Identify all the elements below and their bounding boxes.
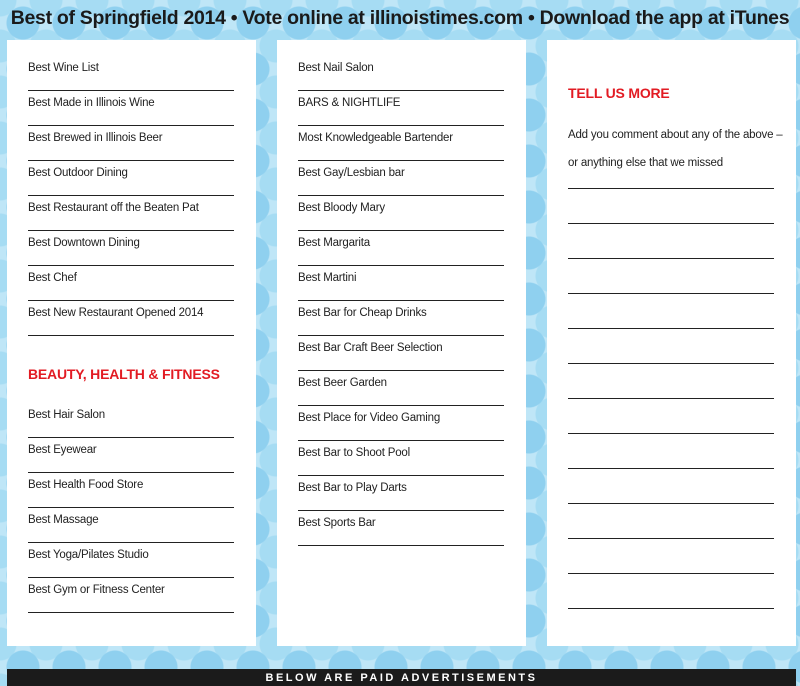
ballot-label: Best Bar to Shoot Pool [298, 447, 410, 459]
ballot-field[interactable] [28, 132, 234, 161]
ballot-field[interactable] [298, 62, 504, 91]
ballot-label: Best Sports Bar [298, 517, 376, 529]
comment-instructions-line2: or anything else that we missed [568, 157, 723, 169]
ballot-field[interactable] [298, 447, 504, 476]
ballot-label: Best Health Food Store [28, 479, 144, 491]
ballot-label: Best Bar for Cheap Drinks [298, 307, 427, 319]
ballot-field[interactable] [28, 62, 234, 91]
ballot-label: Best Bar Craft Beer Selection [298, 342, 443, 354]
ballot-field[interactable] [298, 342, 504, 371]
ballot-column-dining [7, 40, 256, 646]
comment-line[interactable] [568, 433, 774, 434]
ballot-label: BARS & NIGHTLIFE [298, 97, 401, 109]
comment-instructions-line1: Add you comment about any of the above – [568, 129, 783, 141]
comment-column [547, 40, 796, 646]
paid-ads-text: BELOW ARE PAID ADVERTISEMENTS [265, 671, 538, 684]
comment-line[interactable] [568, 363, 774, 364]
ballot-label: Most Knowledgeable Bartender [298, 132, 453, 144]
ballot-field[interactable] [298, 377, 504, 406]
paid-ads-banner [7, 669, 796, 686]
section-title-beauty: BEAUTY, HEALTH & FITNESS [28, 366, 220, 382]
ballot-field[interactable] [28, 479, 234, 508]
ballot-label: Best Bar to Play Darts [298, 482, 407, 494]
ballot-label: Best Hair Salon [28, 409, 105, 421]
ballot-label: Best Margarita [298, 237, 370, 249]
ballot-field[interactable] [298, 412, 504, 441]
page-header [0, 0, 800, 36]
ballot-field[interactable] [298, 482, 504, 511]
ballot-label: Best Made in Illinois Wine [28, 97, 155, 109]
ballot-label: Best Eyewear [28, 444, 97, 456]
ballot-field[interactable] [28, 514, 234, 543]
ballot-field[interactable] [298, 97, 504, 126]
ballot-label: Best New Restaurant Opened 2014 [28, 307, 204, 319]
ballot-field[interactable] [28, 549, 234, 578]
ballot-field[interactable] [298, 132, 504, 161]
comment-line[interactable] [568, 223, 774, 224]
ballot-field[interactable] [298, 307, 504, 336]
ballot-field[interactable] [298, 517, 504, 546]
ballot-field[interactable] [298, 167, 504, 196]
comment-line[interactable] [568, 188, 774, 189]
ballot-label: Best Beer Garden [298, 377, 387, 389]
ballot-field[interactable] [28, 237, 234, 266]
comment-line[interactable] [568, 538, 774, 539]
ballot-label: Best Nail Salon [298, 62, 374, 74]
comment-line[interactable] [568, 468, 774, 469]
ballot-label: Best Gay/Lesbian bar [298, 167, 405, 179]
comment-line[interactable] [568, 608, 774, 609]
ballot-field[interactable] [28, 444, 234, 473]
ballot-label: Best Chef [28, 272, 77, 284]
ballot-label: Best Yoga/Pilates Studio [28, 549, 149, 561]
ballot-label: Best Massage [28, 514, 99, 526]
ballot-field[interactable] [298, 202, 504, 231]
ballot-column-nightlife [277, 40, 526, 646]
ballot-label: Best Place for Video Gaming [298, 412, 441, 424]
tell-us-more-title: TELL US MORE [568, 85, 670, 101]
ballot-label: Best Gym or Fitness Center [28, 584, 165, 596]
ballot-field[interactable] [28, 584, 234, 613]
ballot-field[interactable] [28, 97, 234, 126]
ballot-label: Best Outdoor Dining [28, 167, 128, 179]
comment-line[interactable] [568, 573, 774, 574]
comment-line[interactable] [568, 293, 774, 294]
ballot-label: Best Downtown Dining [28, 237, 140, 249]
ballot-field[interactable] [28, 202, 234, 231]
comment-line[interactable] [568, 258, 774, 259]
ballot-label: Best Brewed in Illinois Beer [28, 132, 163, 144]
ballot-label: Best Martini [298, 272, 357, 284]
header-title: Best of Springfield 2014 • Vote online at illinoistimes.com • Download the app at iTunes [10, 6, 790, 29]
ballot-field[interactable] [298, 272, 504, 301]
ballot-label: Best Restaurant off the Beaten Pat [28, 202, 199, 214]
ballot-label: Best Wine List [28, 62, 99, 74]
ballot-field[interactable] [28, 272, 234, 301]
ballot-field[interactable] [28, 307, 234, 336]
ballot-label: Best Bloody Mary [298, 202, 385, 214]
comment-line[interactable] [568, 398, 774, 399]
ballot-field[interactable] [298, 237, 504, 266]
ballot-field[interactable] [28, 409, 234, 438]
comment-line[interactable] [568, 503, 774, 504]
comment-line[interactable] [568, 328, 774, 329]
ballot-field[interactable] [28, 167, 234, 196]
